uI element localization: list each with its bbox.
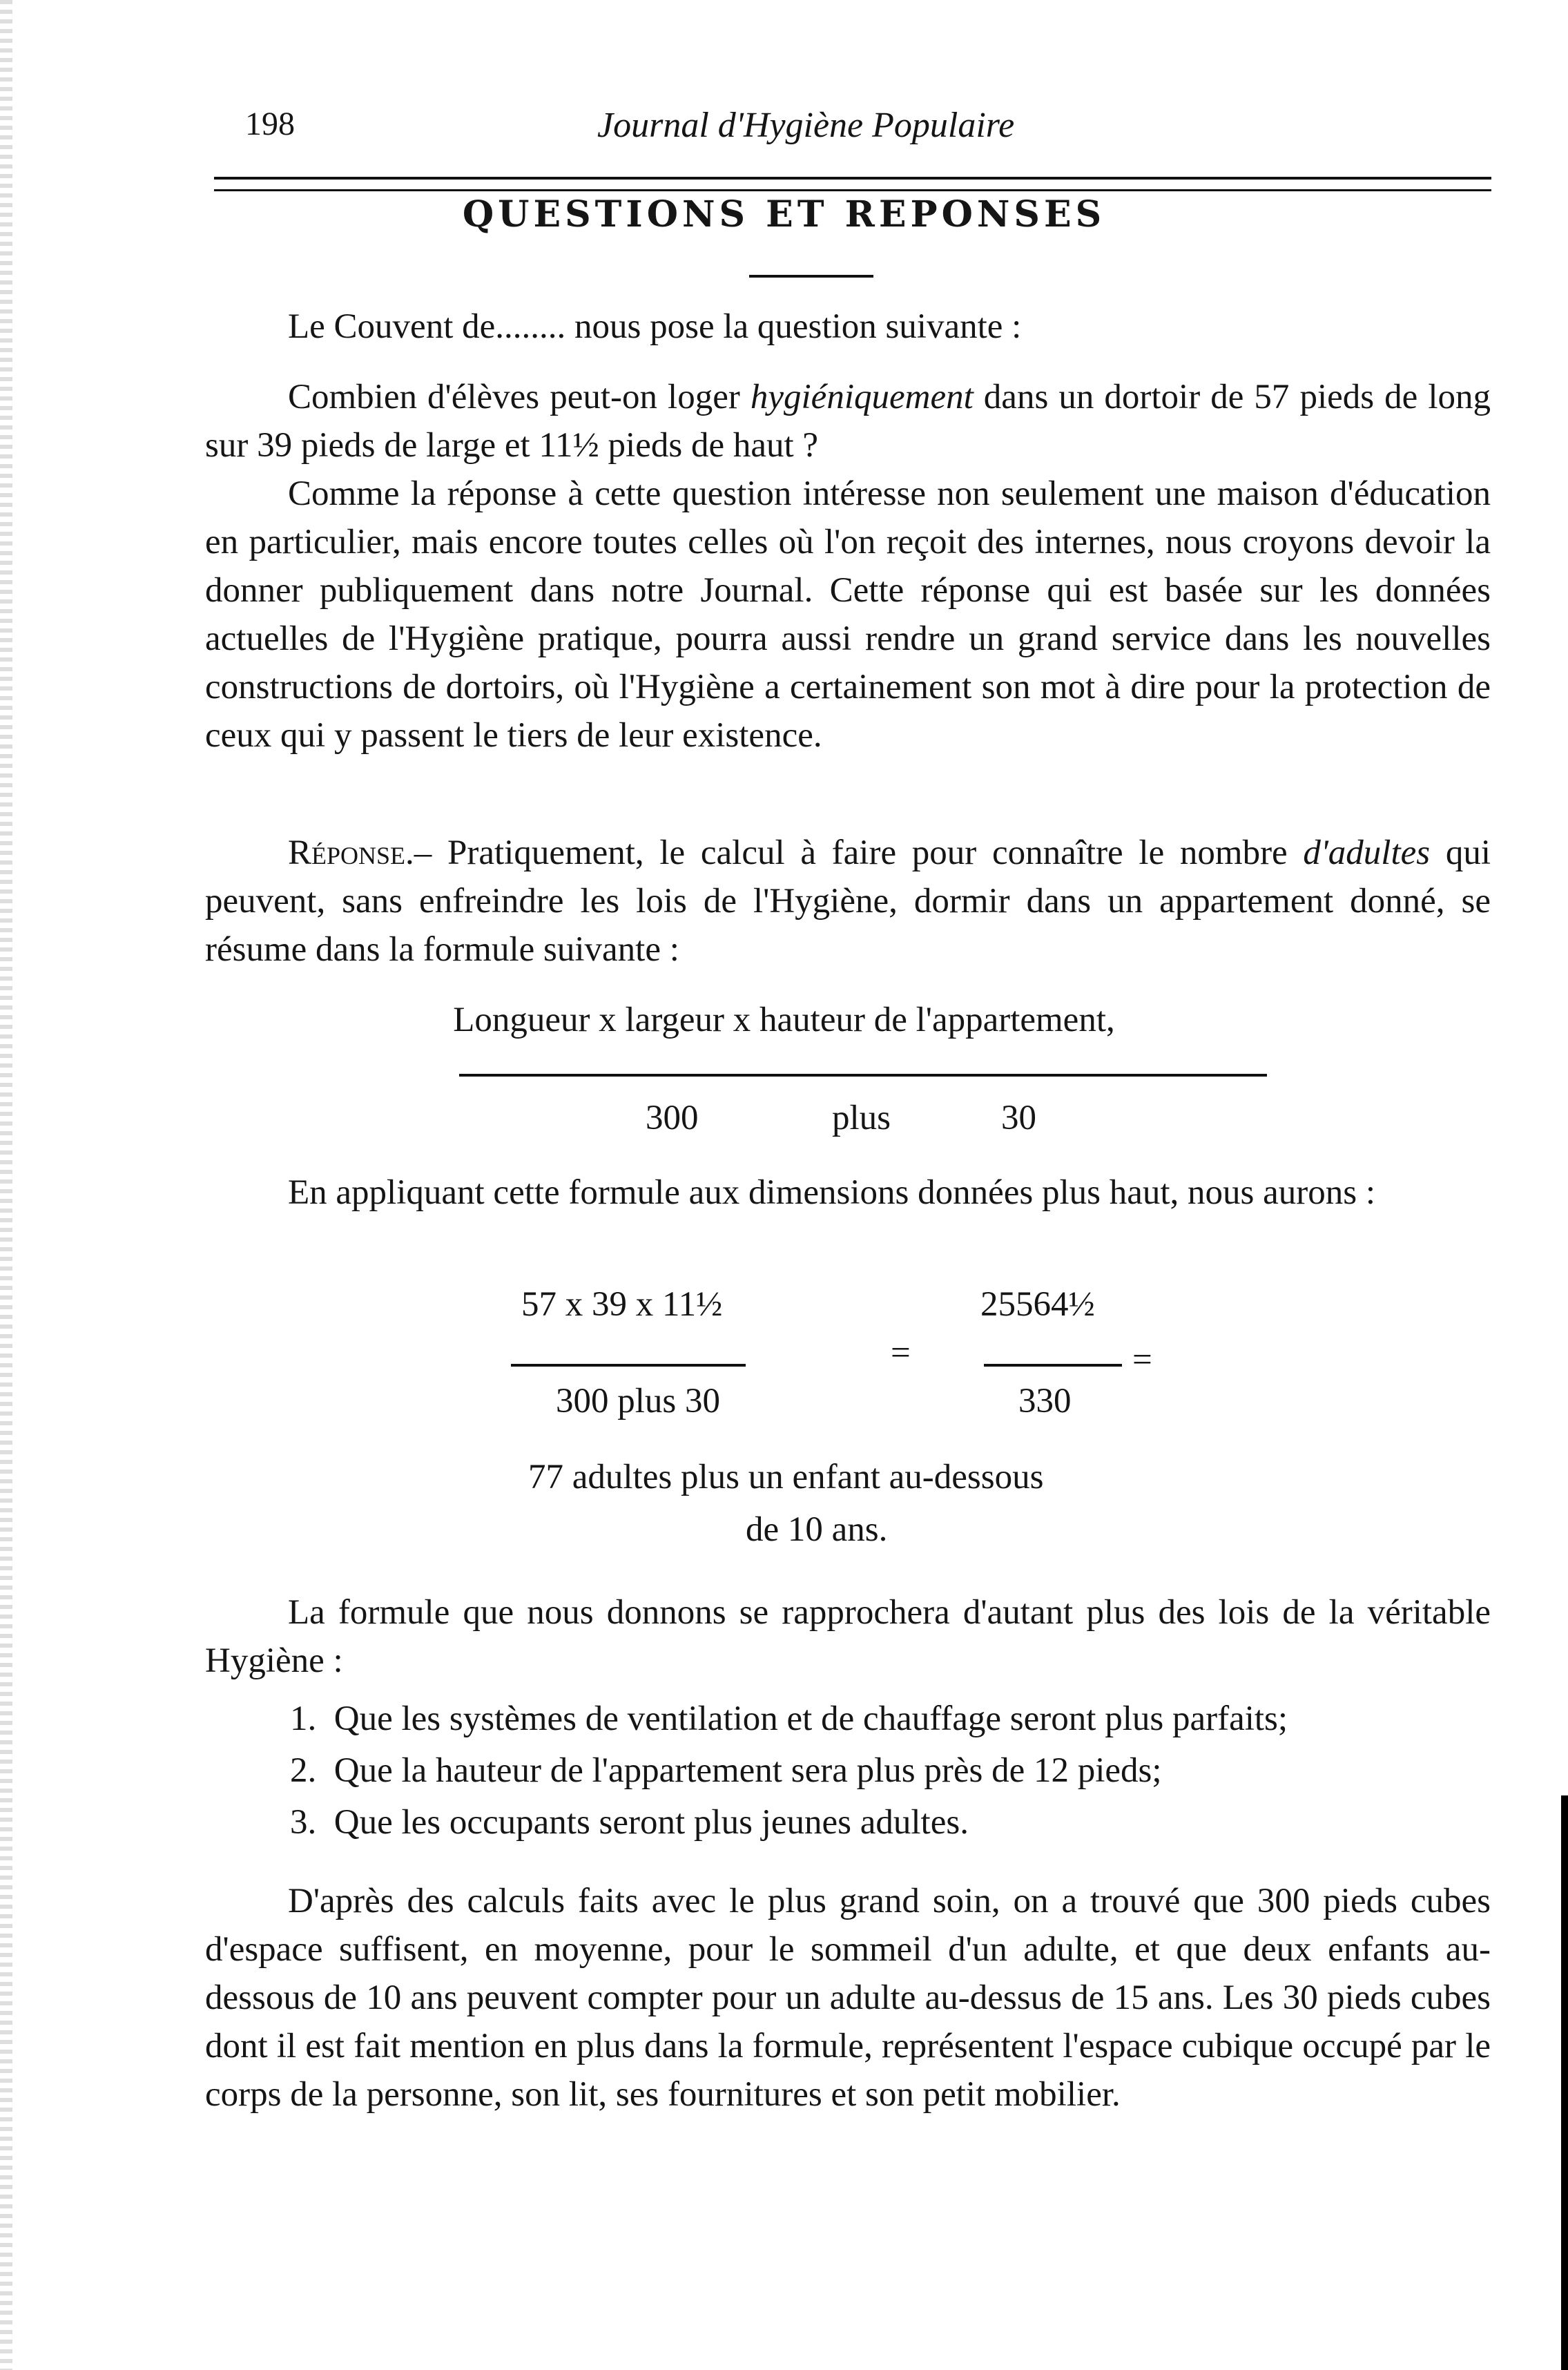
intro-paragraph-2: Combien d'élèves peut-on loger hygiéniquement dans un dortoir de 57 pieds de long sur 39 pieds de large et 11½ pieds de haut ?: [205, 378, 1491, 465]
page-header: [245, 105, 1488, 167]
computation-left-denominator: 300 plus 30: [556, 1382, 721, 1420]
computation-equals: =: [891, 1333, 911, 1372]
computation-result-line-2: de 10 ans.: [746, 1510, 888, 1549]
closing-intro: La formule que nous donnons se rapprochera d'autant plus des lois de la véritable Hygiène :: [205, 1593, 1491, 1680]
computation-right-rule: [984, 1364, 1122, 1367]
scan-margin-artifact: [0, 0, 12, 2370]
header-double-rule: [214, 177, 1491, 191]
response-label: Réponse.: [288, 834, 414, 872]
list-item: 2. Que la hauteur de l'appartement sera plus près de 12 pieds;: [290, 1751, 1162, 1790]
page-number: 198: [245, 106, 295, 142]
computation-right-numerator: 25564½: [980, 1285, 1095, 1324]
formula-denominator-plus: plus: [832, 1099, 891, 1137]
formula-denominator-b: 30: [1001, 1099, 1036, 1137]
list-item: 3. Que les occupants seront plus jeunes adultes.: [290, 1803, 969, 1842]
section-heading: QUESTIONS ET REPONSES: [462, 193, 1106, 235]
response-paragraph: Réponse.– Pratiquement, le calcul à faire pour connaître le nombre d'adultes qui peuvent, sans enfreindre les lois de l'Hygiène, dormir dans un appartement donné, se résume dans la formule suivante :: [205, 834, 1491, 969]
computation-left-rule: [511, 1364, 746, 1367]
computation-left-numerator: 57 x 39 x 11½: [521, 1285, 723, 1324]
heading-short-rule: [749, 275, 873, 278]
computation-result-line-1: 77 adultes plus un enfant au-dessous: [528, 1458, 1044, 1496]
emphasis-hygieniquement: hygiéniquement: [750, 378, 974, 416]
apply-paragraph: En appliquant cette formule aux dimensions données plus haut, nous aurons :: [288, 1173, 1376, 1212]
computation-right-denominator: 330: [1018, 1382, 1072, 1420]
formula-denominator-a: 300: [646, 1099, 699, 1137]
list-item: 1. Que les systèmes de ventilation et de chauffage seront plus parfaits;: [290, 1699, 1288, 1738]
computation-equals-2: =: [1132, 1340, 1152, 1379]
scan-edge-shadow: [1561, 1795, 1568, 2370]
emphasis-adultes: d'adultes: [1303, 834, 1431, 872]
intro-paragraph-1: Le Couvent de........ nous pose la question suivante :: [288, 307, 1022, 346]
formula-numerator: Longueur x largeur x hauteur de l'appartement,: [453, 1001, 1115, 1039]
running-title: Journal d'Hygiène Populaire: [597, 106, 1015, 145]
intro-paragraph-3: Comme la réponse à cette question intéresse non seulement une maison d'éducation en particulier, mais encore toutes celles où l'on reçoit des internes, nous croyons devoir la donner publiquement dans notre Journal. Cette réponse qui est basée sur les données actuelles de l'Hygiène pratique, pourra aussi rendre un grand service dans les nouvelles constructions de dortoirs, où l'Hygiène a certainement son mot à dire pour la protection de ceux qui y passent le tiers de leur existence.: [205, 474, 1491, 755]
final-paragraph: D'après des calculs faits avec le plus grand soin, on a trouvé que 300 pieds cubes d'espace suffisent, en moyenne, pour le sommeil d'un adulte, et que deux enfants au-dessous de 10 ans peuvent compter pour un adulte au-dessus de 15 ans. Les 30 pieds cubes dont il est fait mention en plus dans la formule, représentent l'espace cubique occupé par le corps de la personne, son lit, ses fournitures et son petit mobilier.: [205, 1882, 1491, 2114]
formula-fraction-rule: [459, 1074, 1267, 1077]
